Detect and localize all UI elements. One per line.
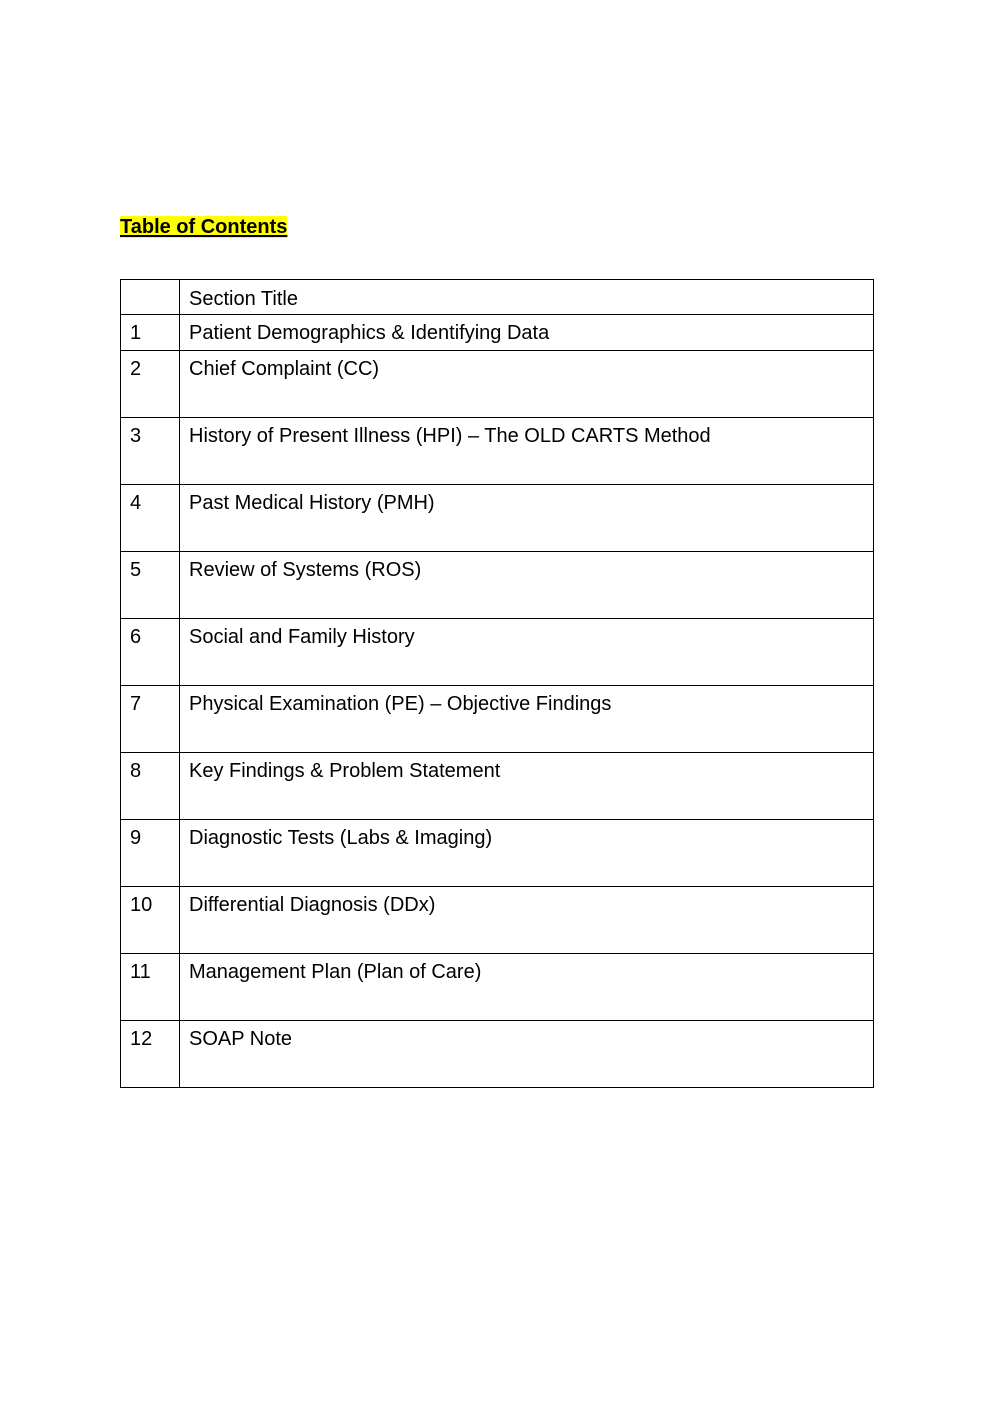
toc-header-row <box>121 280 874 315</box>
section-title: Patient Demographics & Identifying Data <box>180 315 874 351</box>
section-number: 5 <box>121 552 180 619</box>
table-row <box>121 619 874 686</box>
section-title: Differential Diagnosis (DDx) <box>180 887 874 954</box>
table-row <box>121 418 874 485</box>
table-row <box>121 485 874 552</box>
section-number: 10 <box>121 887 180 954</box>
section-title: Chief Complaint (CC) <box>180 351 874 418</box>
section-number: 7 <box>121 686 180 753</box>
section-title: Key Findings & Problem Statement <box>180 753 874 820</box>
section-number: 3 <box>121 418 180 485</box>
toc-heading-text: Table of Contents <box>120 216 288 238</box>
table-row <box>121 686 874 753</box>
table-row <box>121 552 874 619</box>
table-row <box>121 351 874 418</box>
section-title: Past Medical History (PMH) <box>180 485 874 552</box>
section-title: Review of Systems (ROS) <box>180 552 874 619</box>
header-number-cell <box>121 280 180 315</box>
table-row <box>121 753 874 820</box>
section-title: Social and Family History <box>180 619 874 686</box>
section-number: 11 <box>121 954 180 1021</box>
section-number: 1 <box>121 315 180 351</box>
section-title: Management Plan (Plan of Care) <box>180 954 874 1021</box>
toc-heading <box>120 213 287 241</box>
section-title: SOAP Note <box>180 1021 874 1088</box>
section-title: Physical Examination (PE) – Objective Findings <box>180 686 874 753</box>
table-row <box>121 820 874 887</box>
table-row <box>121 954 874 1021</box>
section-title: Diagnostic Tests (Labs & Imaging) <box>180 820 874 887</box>
table-row <box>121 887 874 954</box>
section-number: 2 <box>121 351 180 418</box>
toc-table <box>120 279 874 1088</box>
header-title-cell: Section Title <box>180 280 874 315</box>
section-number: 6 <box>121 619 180 686</box>
section-number: 4 <box>121 485 180 552</box>
section-number: 9 <box>121 820 180 887</box>
section-number: 8 <box>121 753 180 820</box>
section-number: 12 <box>121 1021 180 1088</box>
section-title: History of Present Illness (HPI) – The OLD CARTS Method <box>180 418 874 485</box>
table-row <box>121 1021 874 1088</box>
table-row <box>121 315 874 351</box>
